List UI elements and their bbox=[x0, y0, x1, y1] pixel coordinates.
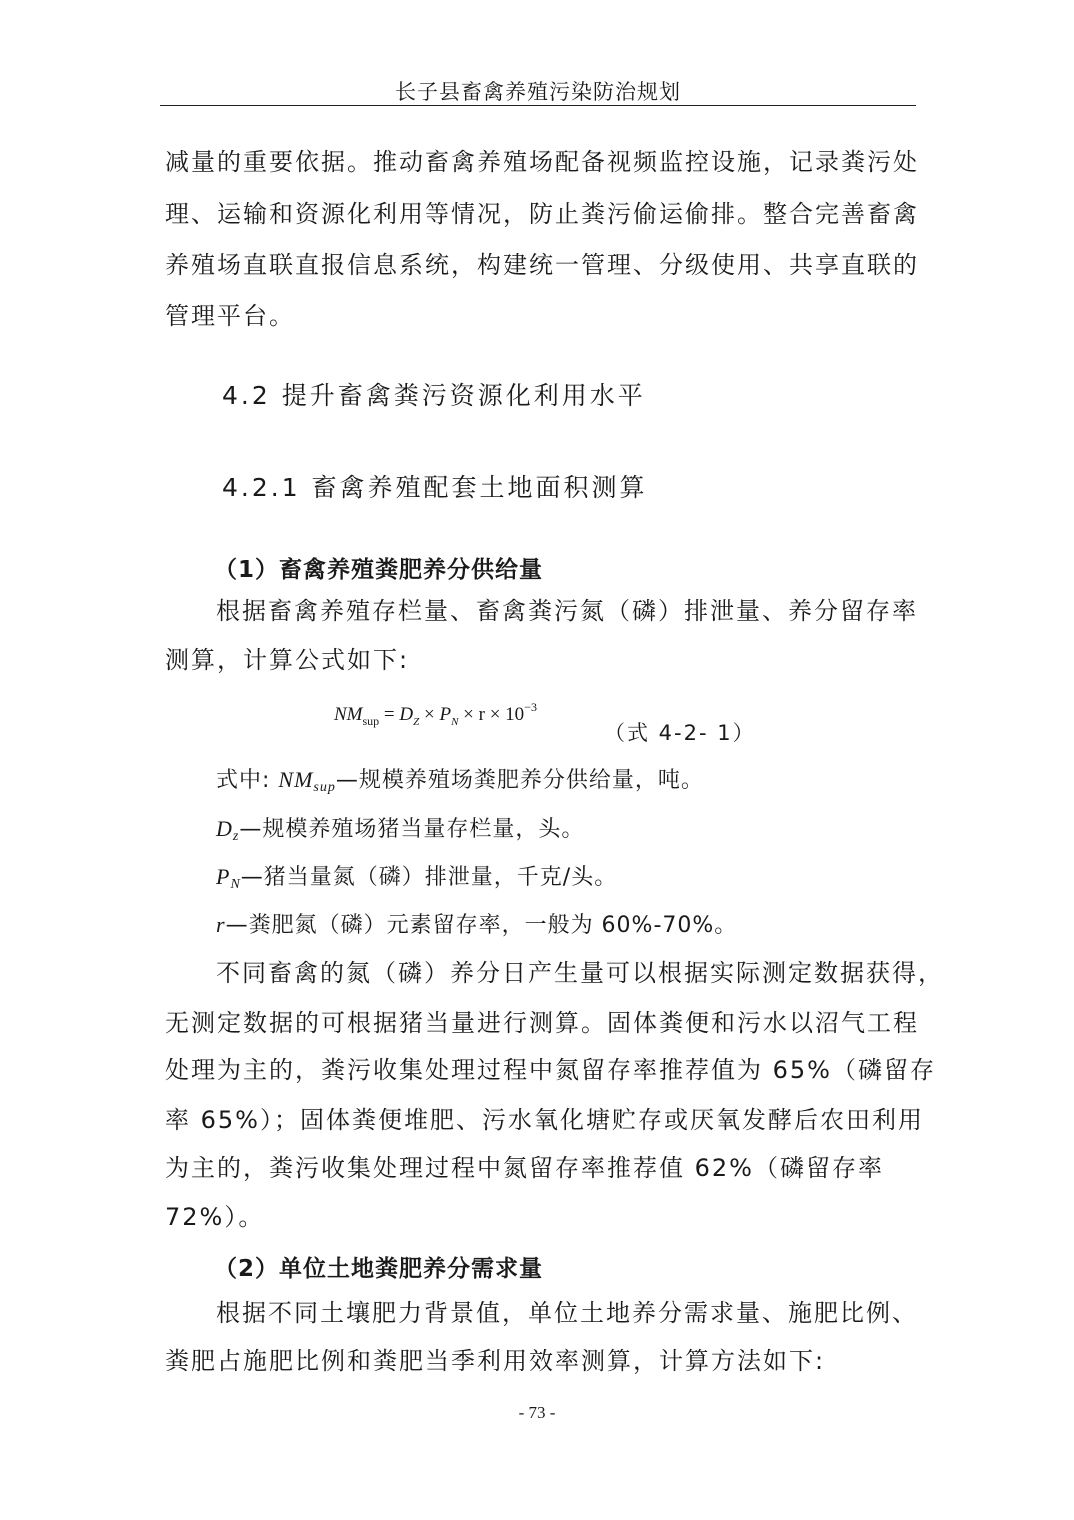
formula bbox=[334, 700, 537, 729]
formula-p-sub: N bbox=[451, 716, 459, 728]
paragraph-line: 不同畜禽的氮（磷）养分日产生量可以根据实际测定数据获得， bbox=[216, 959, 944, 987]
paragraph-line: 减量的重要依据。推动畜禽养殖场配备视频监控设施，记录粪污处 bbox=[165, 148, 919, 176]
formula-exp: −3 bbox=[524, 700, 537, 714]
formula-times: × bbox=[424, 704, 435, 725]
header-rule bbox=[160, 105, 916, 106]
formula-label: （式 4-2- 1） bbox=[604, 721, 756, 745]
paragraph-line: 为主的，粪污收集处理过程中氮留存率推荐值 62%（磷留存率 bbox=[165, 1154, 884, 1182]
paragraph-line: 72%）。 bbox=[165, 1203, 265, 1231]
variable-definition bbox=[216, 763, 704, 796]
variable-prefix: 式中: bbox=[216, 768, 279, 793]
paragraph-line: 根据不同土壤肥力背景值，单位土地养分需求量、施肥比例、 bbox=[216, 1299, 918, 1327]
formula-d-sub: Z bbox=[413, 716, 420, 728]
variable-subscript: N bbox=[230, 877, 241, 892]
page-number: - 73 - bbox=[518, 1403, 556, 1422]
variable-description: —规模养殖场粪肥养分供给量，吨。 bbox=[335, 768, 704, 793]
variable-definition bbox=[216, 908, 737, 939]
paragraph-line: 无测定数据的可根据猪当量进行测算。固体粪便和污水以沼气工程 bbox=[165, 1009, 919, 1037]
paragraph-line: 率 65%）；固体粪便堆肥、污水氧化塘贮存或厌氧发酵后农田利用 bbox=[165, 1106, 924, 1134]
formula-d: D bbox=[399, 704, 414, 725]
formula-lhs-sub: sup bbox=[362, 714, 380, 728]
variable-symbol: D bbox=[216, 816, 233, 841]
paragraph-line: 测算，计算公式如下: bbox=[165, 646, 410, 674]
part1-heading: （1）畜禽养殖粪肥养分供给量 bbox=[214, 557, 544, 583]
part2-heading: （2）单位土地粪肥养分需求量 bbox=[214, 1256, 544, 1282]
formula-lhs: NM bbox=[334, 704, 363, 725]
paragraph-line: 粪肥占施肥比例和粪肥当季利用效率测算，计算方法如下: bbox=[165, 1347, 826, 1375]
section-heading: 4.2 提升畜禽粪污资源化利用水平 bbox=[222, 381, 646, 410]
variable-description: —猪当量氮（磷）排泄量，千克/头。 bbox=[240, 865, 618, 890]
paragraph-line: 养殖场直联直报信息系统，构建统一管理、分级使用、共享直联的 bbox=[165, 251, 919, 279]
formula-p: P bbox=[439, 704, 452, 725]
variable-definition bbox=[216, 812, 584, 845]
variable-definition bbox=[216, 860, 617, 893]
running-header: 长子县畜禽养殖污染防治规划 bbox=[395, 80, 681, 104]
variable-description: —规模养殖场猪当量存栏量，头。 bbox=[239, 817, 585, 842]
paragraph-line: 根据畜禽养殖存栏量、畜禽粪污氮（磷）排泄量、养分留存率 bbox=[216, 597, 918, 625]
paragraph-line: 处理为主的，粪污收集处理过程中氮留存率推荐值为 65%（磷留存 bbox=[165, 1056, 936, 1084]
variable-symbol: NM bbox=[278, 767, 314, 792]
paragraph-line: 理、运输和资源化利用等情况，防止粪污偷运偷排。整合完善畜禽 bbox=[165, 200, 919, 228]
formula-eq: = bbox=[383, 704, 395, 725]
variable-description: —粪肥氮（磷）元素留存率，一般为 60%-70%。 bbox=[225, 913, 738, 938]
variable-subscript: z bbox=[232, 829, 240, 844]
paragraph-line: 管理平台。 bbox=[165, 302, 295, 330]
formula-rest: × r × 10 bbox=[463, 704, 525, 725]
variable-symbol: P bbox=[216, 864, 231, 889]
subsection-heading: 4.2.1 畜禽养殖配套土地面积测算 bbox=[222, 473, 648, 502]
variable-symbol: r bbox=[216, 912, 226, 937]
variable-subscript: sup bbox=[313, 780, 336, 795]
